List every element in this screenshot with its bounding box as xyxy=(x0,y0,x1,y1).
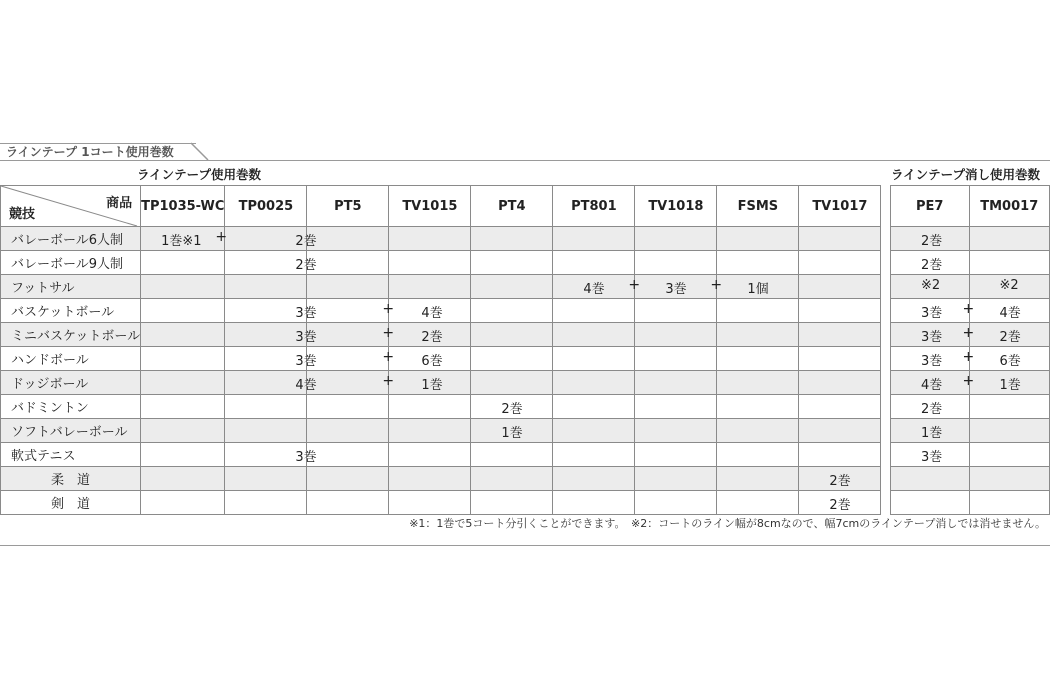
value: 3巻 xyxy=(295,330,317,345)
cell xyxy=(717,467,799,491)
value: 4巻 xyxy=(421,306,443,321)
cell xyxy=(891,275,970,299)
plus-sign: + xyxy=(962,301,975,317)
cell xyxy=(553,395,635,419)
cell xyxy=(307,467,389,491)
cell xyxy=(717,371,799,395)
cell xyxy=(553,443,635,467)
value: 4巻 xyxy=(583,282,605,297)
col-header: TM0017 xyxy=(969,186,1050,227)
cell xyxy=(891,419,970,443)
cell xyxy=(891,323,970,347)
value: 3巻 xyxy=(921,354,943,369)
cell xyxy=(799,395,881,419)
value: 2巻 xyxy=(829,474,851,489)
cell xyxy=(891,491,970,515)
cell xyxy=(635,419,717,443)
cell xyxy=(225,395,307,419)
cell xyxy=(553,299,635,323)
cell xyxy=(799,347,881,371)
value: 1個 xyxy=(747,282,769,297)
cell xyxy=(382,323,471,347)
plus-sign: + xyxy=(962,349,975,365)
value: 3巻 xyxy=(295,450,317,465)
value: 2巻 xyxy=(421,330,443,345)
col-header: TP1035-WC xyxy=(141,186,225,227)
line-tape-eraser-table xyxy=(890,185,1050,515)
cell xyxy=(307,323,389,347)
col-header: PT4 xyxy=(471,186,553,227)
cell xyxy=(969,491,1050,515)
cell xyxy=(307,491,389,515)
cell xyxy=(141,227,228,251)
cell xyxy=(307,347,389,371)
cell xyxy=(225,371,317,395)
cell xyxy=(553,227,635,251)
value: 1巻 xyxy=(921,426,943,441)
table-row xyxy=(891,299,1050,323)
cell xyxy=(307,275,389,299)
header-corner xyxy=(1,186,141,227)
cell xyxy=(891,443,970,467)
value: 2巻 xyxy=(921,234,943,249)
tab-title: ラインテープ 1コート使用巻数 xyxy=(0,143,196,160)
cell xyxy=(382,299,471,323)
table-row xyxy=(1,251,881,275)
cell xyxy=(471,323,553,347)
value: 6巻 xyxy=(999,354,1021,369)
value: 3巻 xyxy=(295,306,317,321)
sport-name: 軟式テニス xyxy=(1,443,141,467)
value: 3巻 xyxy=(665,282,687,297)
tab-slant xyxy=(191,142,209,161)
cell xyxy=(635,227,717,251)
table-row xyxy=(1,491,881,515)
cell xyxy=(799,443,881,467)
table-row xyxy=(891,443,1050,467)
cell xyxy=(215,227,317,251)
value: 2巻 xyxy=(921,402,943,417)
cell xyxy=(307,251,389,275)
cell xyxy=(799,323,881,347)
cell xyxy=(799,491,881,515)
cell xyxy=(635,443,717,467)
plus-sign: + xyxy=(382,301,395,317)
table-row xyxy=(891,371,1050,395)
value: 2巻 xyxy=(921,258,943,273)
cell xyxy=(891,227,970,251)
line-tape-table xyxy=(0,185,881,515)
sport-name: ハンドボール xyxy=(1,347,141,371)
value: 4巻 xyxy=(921,378,943,393)
value: 2巻 xyxy=(295,234,317,249)
cell xyxy=(389,491,471,515)
table-row xyxy=(891,323,1050,347)
cell xyxy=(307,395,389,419)
cell xyxy=(471,251,553,275)
cell xyxy=(553,251,635,275)
cell xyxy=(389,419,471,443)
cell xyxy=(717,227,799,251)
cell xyxy=(635,467,717,491)
cell xyxy=(225,443,317,467)
table-row xyxy=(1,323,881,347)
cell xyxy=(717,491,799,515)
table-row xyxy=(1,443,881,467)
col-header: TV1015 xyxy=(389,186,471,227)
cell xyxy=(799,251,881,275)
cell xyxy=(553,275,635,299)
value: ※2 xyxy=(921,278,941,293)
cell xyxy=(717,395,799,419)
plus-sign: + xyxy=(710,277,723,293)
table-row xyxy=(1,299,881,323)
cell xyxy=(635,299,717,323)
cell xyxy=(225,419,307,443)
cell xyxy=(635,251,717,275)
table-row xyxy=(891,467,1050,491)
value: 4巻 xyxy=(295,378,317,393)
cell xyxy=(141,299,225,323)
cell xyxy=(471,347,553,371)
col-header: PT5 xyxy=(307,186,389,227)
cell xyxy=(635,347,717,371)
cell xyxy=(962,299,1050,323)
cell xyxy=(389,251,471,275)
col-header: TP0025 xyxy=(225,186,307,227)
cell xyxy=(471,371,553,395)
cell xyxy=(225,467,307,491)
table-row xyxy=(1,371,881,395)
cell xyxy=(141,251,225,275)
cell xyxy=(225,323,317,347)
sport-name: バドミントン xyxy=(1,395,141,419)
cell xyxy=(553,371,635,395)
plus-sign: + xyxy=(215,229,228,245)
table-row xyxy=(1,347,881,371)
cell xyxy=(307,443,389,467)
sport-name: バレーボール9人制 xyxy=(1,251,141,275)
table-row xyxy=(891,251,1050,275)
left-section-title: ラインテープ使用巻数 xyxy=(137,167,262,182)
table-row xyxy=(891,275,1050,299)
header-goods: 商品 xyxy=(106,196,133,211)
cell xyxy=(471,227,553,251)
cell xyxy=(471,395,553,419)
cell xyxy=(307,371,389,395)
cell xyxy=(891,299,970,323)
sport-name: フットサル xyxy=(1,275,141,299)
col-header: FSMS xyxy=(717,186,799,227)
cell xyxy=(962,323,1050,347)
bottom-rule xyxy=(0,545,1050,546)
footnote: ※1：1巻で5コート分引くことができます。 ※2：コートのライン幅が8cmなので、幅7cmのラインテープ消しでは消せません。 xyxy=(409,517,1046,530)
cell xyxy=(635,395,717,419)
table-row xyxy=(1,275,881,299)
cell xyxy=(225,491,307,515)
cell xyxy=(471,419,553,443)
value: 2巻 xyxy=(295,258,317,273)
plus-sign: + xyxy=(382,325,395,341)
cell xyxy=(382,347,471,371)
col-header: PE7 xyxy=(891,186,970,227)
col-header: PT801 xyxy=(553,186,635,227)
sport-name: 柔 道 xyxy=(1,467,141,491)
cell xyxy=(717,299,799,323)
cell xyxy=(141,491,225,515)
cell xyxy=(969,443,1050,467)
cell xyxy=(710,275,799,299)
cell xyxy=(717,419,799,443)
table-row xyxy=(891,227,1050,251)
cell xyxy=(471,467,553,491)
cell xyxy=(141,443,225,467)
cell xyxy=(891,347,970,371)
cell xyxy=(717,251,799,275)
tab-rule xyxy=(0,160,1050,161)
cell xyxy=(471,443,553,467)
cell xyxy=(225,275,307,299)
cell xyxy=(799,419,881,443)
cell xyxy=(635,491,717,515)
cell xyxy=(553,323,635,347)
cell xyxy=(141,275,225,299)
cell xyxy=(717,347,799,371)
table-row xyxy=(1,227,881,251)
cell xyxy=(382,371,471,395)
cell xyxy=(891,371,970,395)
col-header: TV1017 xyxy=(799,186,881,227)
header-sport: 競技 xyxy=(9,207,36,222)
cell xyxy=(389,275,471,299)
cell xyxy=(141,347,225,371)
cell xyxy=(471,299,553,323)
cell xyxy=(553,419,635,443)
cell xyxy=(141,395,225,419)
cell xyxy=(799,275,881,299)
cell xyxy=(717,443,799,467)
cell xyxy=(962,371,1050,395)
header-row xyxy=(1,186,881,227)
table-row xyxy=(891,395,1050,419)
cell xyxy=(799,467,881,491)
cell xyxy=(799,371,881,395)
cell xyxy=(471,491,553,515)
cell xyxy=(799,227,881,251)
value: 1巻 xyxy=(421,378,443,393)
value: 3巻 xyxy=(295,354,317,369)
cell xyxy=(891,395,970,419)
cell xyxy=(471,275,553,299)
plus-sign: + xyxy=(382,373,395,389)
table-row xyxy=(891,347,1050,371)
sport-name: バスケットボール xyxy=(1,299,141,323)
cell xyxy=(969,395,1050,419)
cell xyxy=(225,347,317,371)
plus-sign: + xyxy=(382,349,395,365)
cell xyxy=(307,299,389,323)
sport-name: バレーボール6人制 xyxy=(1,227,141,251)
cell xyxy=(553,347,635,371)
sport-name: 剣 道 xyxy=(1,491,141,515)
value: 6巻 xyxy=(421,354,443,369)
cell xyxy=(969,227,1050,251)
sport-name: ソフトバレーボール xyxy=(1,419,141,443)
value: 3巻 xyxy=(921,306,943,321)
cell xyxy=(962,347,1050,371)
cell xyxy=(307,419,389,443)
value: 1巻 xyxy=(999,378,1021,393)
cell xyxy=(717,323,799,347)
value: 2巻 xyxy=(829,498,851,513)
cell xyxy=(969,275,1050,299)
cell xyxy=(891,467,970,491)
cell xyxy=(553,491,635,515)
value: 1巻 xyxy=(501,426,523,441)
table-row xyxy=(1,395,881,419)
cell xyxy=(225,299,317,323)
cell xyxy=(635,323,717,347)
table-row xyxy=(1,419,881,443)
cell xyxy=(389,467,471,491)
cell xyxy=(553,467,635,491)
cell xyxy=(799,299,881,323)
sport-name: ドッジボール xyxy=(1,371,141,395)
value: 3巻 xyxy=(921,450,943,465)
plus-sign: + xyxy=(628,277,641,293)
value: 1巻※1 xyxy=(161,234,202,249)
cell xyxy=(628,275,717,299)
right-section-title: ラインテープ消し使用巻数 xyxy=(891,167,1041,182)
cell xyxy=(969,251,1050,275)
cell xyxy=(141,419,225,443)
cell xyxy=(389,395,471,419)
cell xyxy=(225,251,317,275)
cell xyxy=(635,371,717,395)
col-header: TV1018 xyxy=(635,186,717,227)
cell xyxy=(307,227,389,251)
cell xyxy=(891,251,970,275)
plus-sign: + xyxy=(962,325,975,341)
table-row xyxy=(891,491,1050,515)
value: ※2 xyxy=(999,278,1019,293)
cell xyxy=(141,467,225,491)
sport-name: ミニバスケットボール xyxy=(1,323,141,347)
table-row xyxy=(1,467,881,491)
table-row xyxy=(891,419,1050,443)
value: 2巻 xyxy=(999,330,1021,345)
cell xyxy=(969,467,1050,491)
value: 2巻 xyxy=(501,402,523,417)
cell xyxy=(141,323,225,347)
cell xyxy=(969,419,1050,443)
value: 3巻 xyxy=(921,330,943,345)
cell xyxy=(389,443,471,467)
cell xyxy=(141,371,225,395)
plus-sign: + xyxy=(962,373,975,389)
header-row xyxy=(891,186,1050,227)
cell xyxy=(389,227,471,251)
value: 4巻 xyxy=(999,306,1021,321)
